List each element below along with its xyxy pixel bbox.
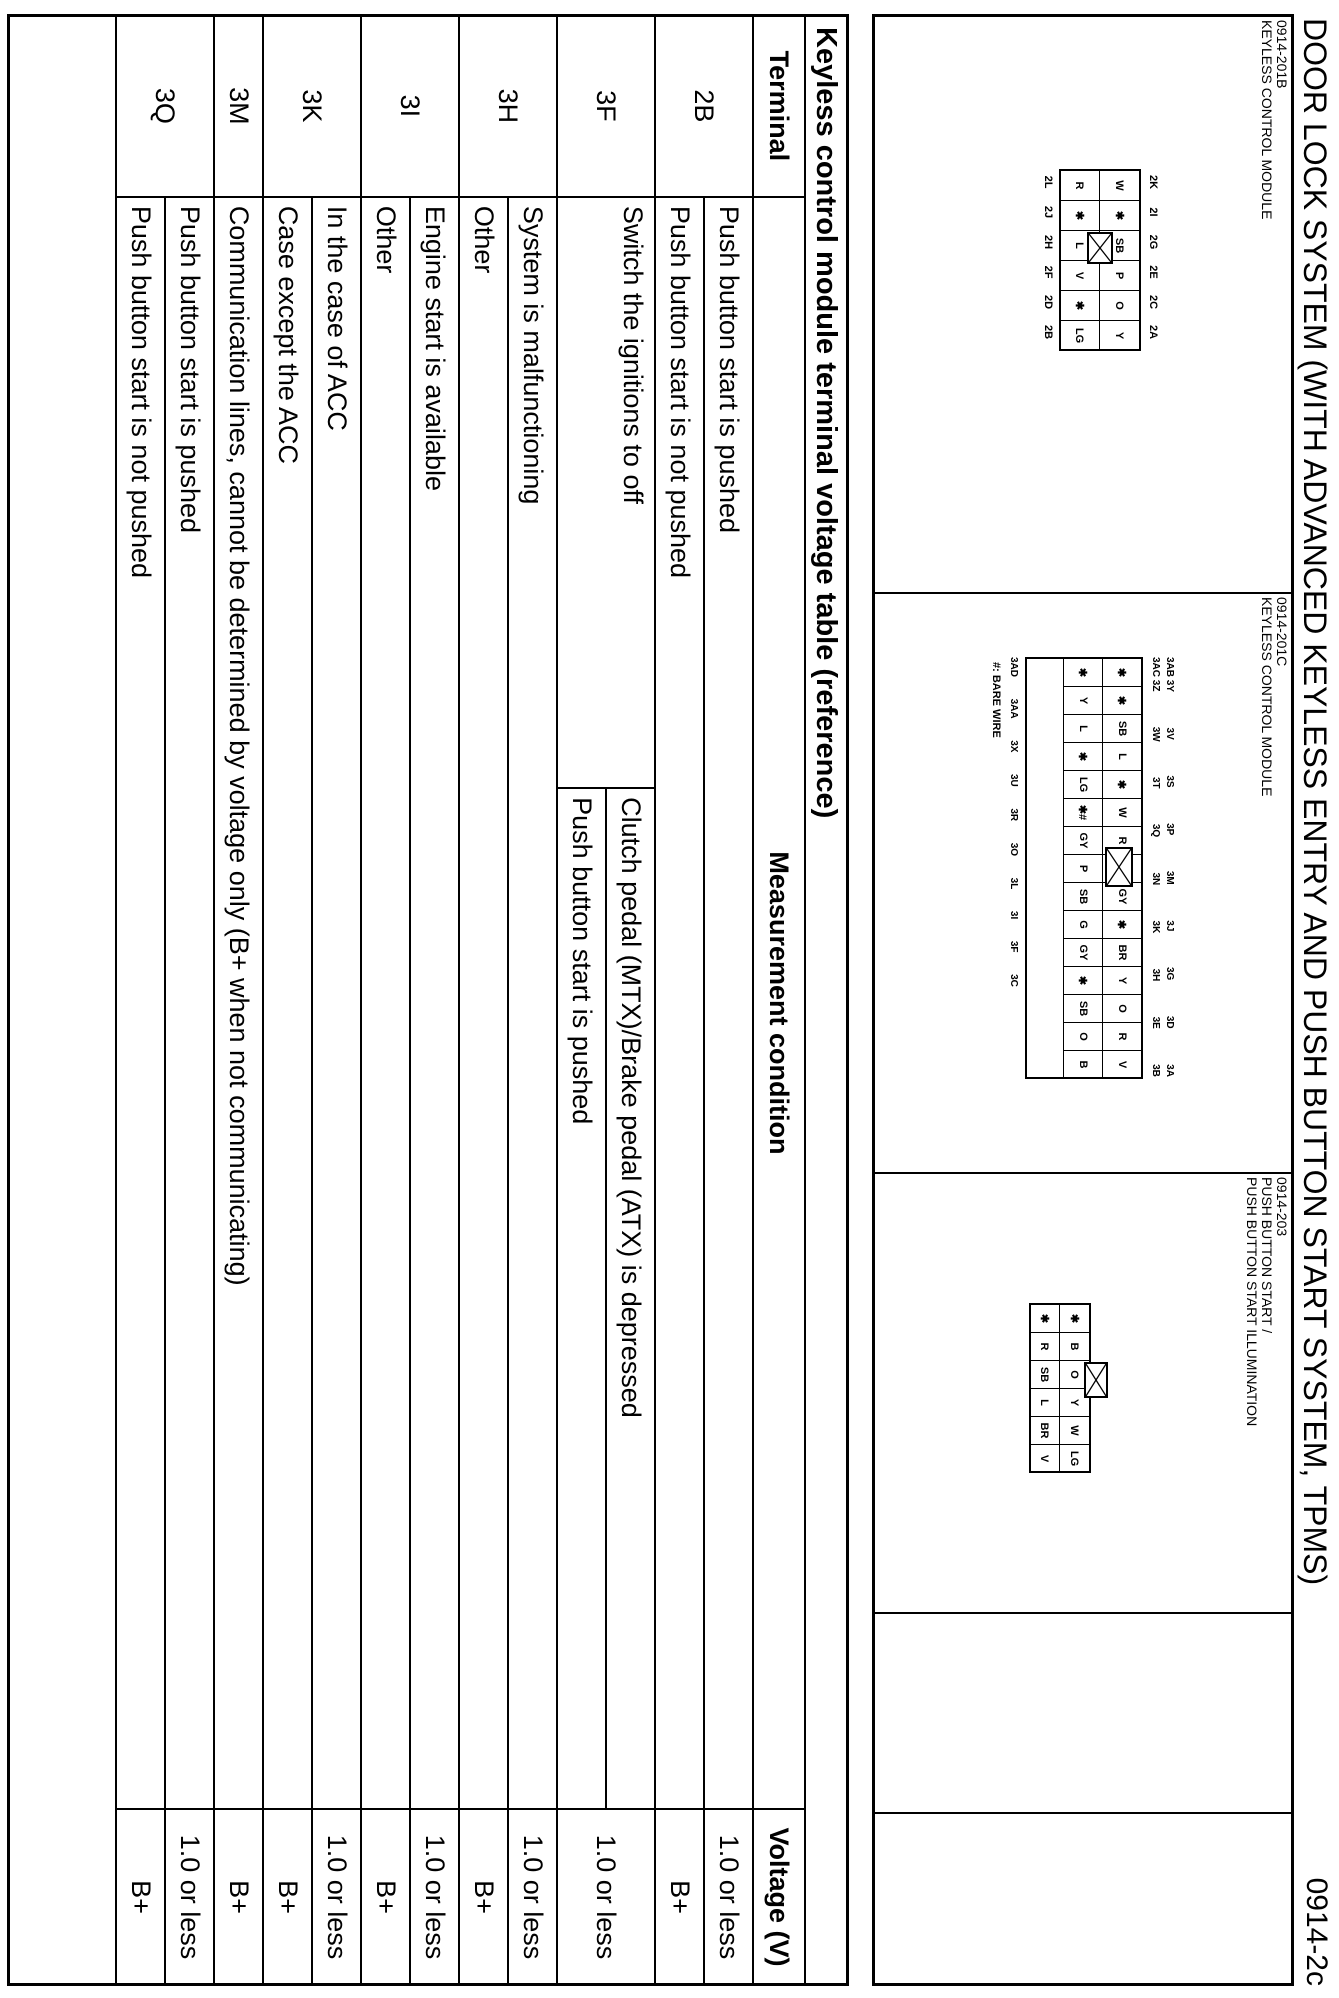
pin-label: 2L bbox=[1042, 175, 1054, 189]
pin-label: 3T bbox=[1150, 776, 1161, 789]
pin-labels-bottom bbox=[1008, 657, 1019, 987]
condition-cell: Push button start is not pushed bbox=[116, 197, 165, 1809]
pin-cell: V bbox=[1059, 260, 1100, 291]
pin-cell: GY bbox=[1063, 938, 1103, 967]
table-row bbox=[459, 15, 508, 1985]
pin-cell: ✱ bbox=[1102, 770, 1142, 799]
table-row bbox=[606, 15, 655, 1985]
table-row bbox=[508, 15, 557, 1985]
pin-cell: ✱ bbox=[1063, 966, 1103, 995]
pin-label: 2K bbox=[1147, 174, 1159, 190]
condition-cell: System is malfunctioning bbox=[508, 197, 557, 1809]
pin-label: 3L bbox=[1008, 877, 1019, 890]
pin-label: 3J bbox=[1164, 920, 1175, 932]
table-row bbox=[410, 15, 459, 1985]
pin-cell: SB bbox=[1029, 1360, 1060, 1389]
pin-label: 3Q bbox=[1150, 823, 1161, 838]
pin-cell: R bbox=[1059, 170, 1100, 201]
voltage-cell: 1.0 or less bbox=[410, 1809, 459, 1985]
pin-label: 3D bbox=[1164, 1015, 1175, 1029]
pin-label: 3O bbox=[1008, 842, 1019, 857]
page-title: DOOR LOCK SYSTEM (WITH ADVANCED KEYLESS ENTRY AND PUSH BUTTON START SYSTEM, TPMS) bbox=[1297, 18, 1333, 1586]
pin-cell: P bbox=[1099, 260, 1140, 291]
condition-cell: Case except the ACC bbox=[263, 197, 312, 1809]
pin-label: 3H bbox=[1150, 968, 1161, 982]
table-row bbox=[312, 15, 361, 1985]
pin-cell: P bbox=[1063, 854, 1103, 883]
pin-label: 3K bbox=[1150, 920, 1161, 934]
panel-divider bbox=[875, 1172, 1291, 1174]
pin-cell: ✱ bbox=[1059, 1304, 1090, 1333]
voltage-cell: B+ bbox=[214, 1809, 263, 1985]
pin-cell: ✱ bbox=[1099, 200, 1140, 231]
pin-labels-top-2 bbox=[1150, 657, 1161, 1077]
pin-label: 3B bbox=[1150, 1064, 1161, 1077]
pin-label: 3W bbox=[1150, 726, 1161, 742]
pin-label: 2A bbox=[1147, 324, 1159, 340]
pin-cell: ✱# bbox=[1063, 798, 1103, 827]
pin-cell: BR bbox=[1102, 938, 1142, 967]
voltage-cell: 1.0 or less bbox=[704, 1809, 753, 1985]
terminal-cell: 3F bbox=[557, 15, 655, 197]
terminal-cell: 3I bbox=[361, 15, 459, 197]
connector-id: 0914-201B bbox=[1274, 20, 1290, 89]
table-row bbox=[214, 15, 263, 1985]
pin-label: 3R bbox=[1008, 808, 1019, 822]
panel-divider bbox=[875, 1612, 1291, 1614]
table-row bbox=[165, 15, 214, 1985]
pin-label: 3C bbox=[1008, 974, 1019, 987]
table-header-row bbox=[753, 15, 805, 1985]
pin-cell: W bbox=[1059, 1416, 1090, 1445]
pin-cell: L bbox=[1029, 1388, 1060, 1417]
pin-label: 2E bbox=[1147, 265, 1159, 279]
pin-cell: V bbox=[1102, 1050, 1142, 1079]
pin-cell: R bbox=[1102, 1022, 1142, 1051]
connector-housing bbox=[1029, 1303, 1091, 1473]
pin-cell: W bbox=[1099, 170, 1140, 201]
pin-cell: ✱ bbox=[1059, 290, 1100, 321]
pin-cell: GY bbox=[1063, 826, 1103, 855]
voltage-cell: B+ bbox=[361, 1809, 410, 1985]
pin-label: 2B bbox=[1042, 324, 1054, 340]
pin-cell: O bbox=[1102, 994, 1142, 1023]
voltage-table bbox=[115, 14, 806, 1986]
pin-cell: O bbox=[1063, 1022, 1103, 1051]
pin-label: 3U bbox=[1008, 774, 1019, 787]
page-code: 0914-2c bbox=[1300, 1877, 1333, 1986]
pin-cell: LG bbox=[1059, 1444, 1090, 1473]
pin-cell: GY bbox=[1102, 882, 1142, 911]
pin-cell: ✱ bbox=[1102, 686, 1142, 715]
voltage-cell: B+ bbox=[116, 1809, 165, 1985]
pin-label: 3S bbox=[1164, 775, 1175, 788]
pin-cell: L bbox=[1059, 230, 1100, 261]
pin-label: 3X bbox=[1008, 740, 1019, 753]
pin-label: 3AA bbox=[1008, 698, 1019, 719]
pin-cell: L bbox=[1102, 742, 1142, 771]
pin-label: 3P bbox=[1164, 823, 1175, 836]
pin-cell: SB bbox=[1102, 714, 1142, 743]
connector-name: KEYLESS CONTROL MODULE bbox=[1259, 20, 1275, 220]
panel-divider bbox=[875, 592, 1291, 594]
pin-cell: SB bbox=[1063, 882, 1103, 911]
connector-latch bbox=[1084, 1362, 1108, 1398]
pin-cell: LG bbox=[1059, 320, 1100, 351]
table-row bbox=[655, 15, 704, 1985]
connector-id: 0914-201C bbox=[1274, 597, 1290, 667]
pin-label: 2G bbox=[1147, 234, 1159, 250]
terminal-cell: 3M bbox=[214, 15, 263, 197]
condition-cell: Other bbox=[459, 197, 508, 1809]
pin-label: 2J bbox=[1042, 205, 1054, 219]
terminal-cell: 3K bbox=[263, 15, 361, 197]
pin-cell: ✱ bbox=[1063, 658, 1103, 687]
voltage-cell: B+ bbox=[263, 1809, 312, 1985]
condition-cell: In the case of ACC bbox=[312, 197, 361, 1809]
pin-label: 3V bbox=[1164, 727, 1175, 740]
pin-label: 3I bbox=[1008, 910, 1019, 920]
sub-condition-cell: Push button start is pushed bbox=[557, 788, 606, 1809]
pin-cell: L bbox=[1063, 714, 1103, 743]
connector-name-2: PUSH BUTTON START ILLUMINATION bbox=[1244, 1177, 1260, 1427]
pin-grid bbox=[1029, 1305, 1089, 1473]
pin-label: 3G bbox=[1164, 966, 1175, 981]
condition-cell: Push button start is not pushed bbox=[655, 197, 704, 1809]
pin-label: 3AD bbox=[1008, 657, 1019, 678]
pin-label: 3F bbox=[1008, 940, 1019, 953]
pin-label: 2H bbox=[1042, 234, 1054, 250]
pin-label: 3A bbox=[1164, 1064, 1175, 1077]
voltage-cell: 1.0 or less bbox=[312, 1809, 361, 1985]
pin-label: 2F bbox=[1042, 265, 1054, 279]
pin-labels-bottom bbox=[1042, 167, 1054, 347]
pin-cell: Y bbox=[1102, 966, 1142, 995]
pin-cell: R bbox=[1102, 826, 1142, 855]
pin-label: 3E bbox=[1150, 1016, 1161, 1029]
connector-latch bbox=[1105, 847, 1133, 887]
pin-cell: G bbox=[1063, 910, 1103, 939]
panel-divider bbox=[875, 1812, 1291, 1814]
pin-cell: O bbox=[1099, 290, 1140, 321]
sub-condition-cell: Clutch pedal (MTX)/Brake pedal (ATX) is depressed bbox=[606, 788, 655, 1809]
pin-cell: SB bbox=[1063, 994, 1103, 1023]
condition-cell: Communication lines, cannot be determined by voltage only (B+ when not communicating) bbox=[214, 197, 263, 1809]
pin-label: 2D bbox=[1042, 294, 1054, 310]
pin-cell: ✱ bbox=[1102, 658, 1142, 687]
connector-diagram-panel bbox=[872, 14, 1294, 1986]
condition-cell: Push button start is pushed bbox=[704, 197, 753, 1809]
pin-label: 3AB 3Y bbox=[1164, 657, 1175, 693]
connector-latch bbox=[1087, 232, 1113, 264]
pin-cell: V bbox=[1029, 1444, 1060, 1473]
connector-id: 0914-203 bbox=[1274, 1177, 1290, 1237]
connector-name: PUSH BUTTON START / bbox=[1259, 1177, 1275, 1334]
column-header-condition: Measurement condition bbox=[753, 197, 805, 1809]
pin-cell: B bbox=[1063, 1050, 1103, 1079]
column-header-terminal: Terminal bbox=[753, 15, 805, 197]
pin-labels-top bbox=[1147, 167, 1159, 347]
voltage-table-panel bbox=[7, 14, 849, 1986]
voltage-cell: 1.0 or less bbox=[557, 1809, 655, 1985]
voltage-cell: 1.0 or less bbox=[508, 1809, 557, 1985]
pin-cell: B bbox=[1059, 1332, 1090, 1361]
pin-cell: Y bbox=[1099, 320, 1140, 351]
pin-cell: R bbox=[1029, 1332, 1060, 1361]
table-row bbox=[116, 15, 165, 1985]
pin-label: 3M bbox=[1164, 870, 1175, 885]
pin-labels-top bbox=[1164, 657, 1175, 1077]
pin-cell: O bbox=[1059, 1360, 1090, 1389]
condition-cell: Engine start is available bbox=[410, 197, 459, 1809]
pin-cell: ✱ bbox=[1029, 1304, 1060, 1333]
pin-cell: ✱ bbox=[1063, 742, 1103, 771]
condition-cell: Other bbox=[361, 197, 410, 1809]
column-header-voltage: Voltage (V) bbox=[753, 1809, 805, 1985]
table-title: Keyless control module terminal voltage table (reference) bbox=[810, 27, 842, 819]
table-row bbox=[704, 15, 753, 1985]
connector-name: KEYLESS CONTROL MODULE bbox=[1259, 597, 1275, 797]
pin-cell: LG bbox=[1063, 770, 1103, 799]
voltage-cell: B+ bbox=[655, 1809, 704, 1985]
pin-cell: SB bbox=[1099, 230, 1140, 261]
pin-cell: BR bbox=[1029, 1416, 1060, 1445]
terminal-cell: 2B bbox=[655, 15, 753, 197]
condition-cell: Switch the ignitions to off bbox=[557, 197, 655, 788]
voltage-cell: 1.0 or less bbox=[165, 1809, 214, 1985]
bare-wire-legend: #: BARE WIRE bbox=[990, 662, 1002, 738]
table-row bbox=[361, 15, 410, 1985]
pin-label: 2C bbox=[1147, 294, 1159, 310]
pin-label: 2I bbox=[1147, 207, 1159, 217]
voltage-cell: B+ bbox=[459, 1809, 508, 1985]
pin-label: 3AC 3Z bbox=[1150, 657, 1161, 692]
terminal-cell: 3H bbox=[459, 15, 557, 197]
pin-cell: Y bbox=[1063, 686, 1103, 715]
pin-cell: W bbox=[1102, 798, 1142, 827]
pin-label: 3N bbox=[1150, 872, 1161, 886]
condition-cell: Push button start is pushed bbox=[165, 197, 214, 1809]
pin-cell: Y bbox=[1059, 1388, 1090, 1417]
pin-cell: ✱ bbox=[1102, 910, 1142, 939]
table-row bbox=[263, 15, 312, 1985]
terminal-cell: 3Q bbox=[116, 15, 214, 197]
pin-cell: ✱ bbox=[1059, 200, 1100, 231]
